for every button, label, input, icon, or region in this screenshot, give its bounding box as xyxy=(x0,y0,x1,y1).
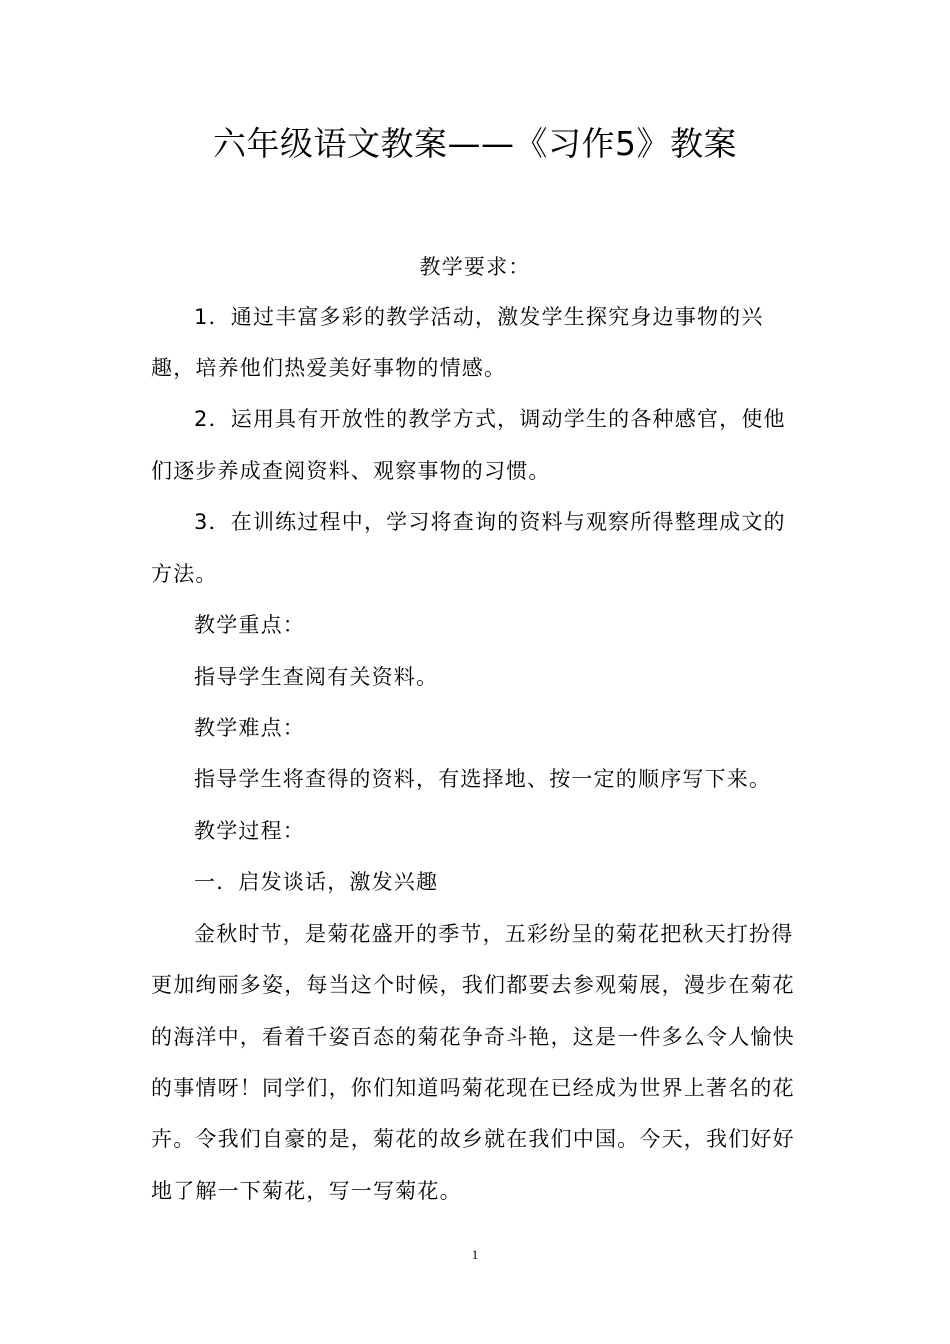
paragraph-line: 金秋时节，是菊花盛开的季节，五彩纷呈的菊花把秋天打扮得 xyxy=(194,922,794,946)
section-heading-process: 教学过程： xyxy=(194,819,305,843)
paragraph-line: 趣，培养他们热爱美好事物的情感。 xyxy=(151,356,507,380)
paragraph-line: 1．通过丰富多彩的教学活动，激发学生探究身边事物的兴 xyxy=(194,305,764,329)
section-heading-requirements: 教学要求： xyxy=(419,255,531,279)
paragraph-line: 3．在训练过程中，学习将查询的资料与观察所得整理成文的 xyxy=(194,510,786,534)
section-heading-key-points: 教学重点： xyxy=(194,613,305,637)
paragraph-line: 2．运用具有开放性的教学方式，调动学生的各种感官，使他 xyxy=(194,407,786,431)
document-title: 六年级语文教案——《习作5》教案 xyxy=(213,124,737,163)
paragraph-line: 的事情呀！同学们，你们知道吗菊花现在已经成为世界上著名的花 xyxy=(151,1076,795,1100)
paragraph-line: 指导学生将查得的资料，有选择地、按一定的顺序写下来。 xyxy=(194,767,772,791)
subsection-heading: 一．启发谈话，激发兴趣 xyxy=(194,870,439,894)
paragraph-line: 的海洋中，看着千姿百态的菊花争奇斗艳，这是一件多么令人愉快 xyxy=(151,1025,795,1049)
page-number: 1 xyxy=(471,1247,479,1262)
section-heading-difficulties: 教学难点： xyxy=(194,716,305,740)
paragraph-line: 卉。令我们自豪的是，菊花的故乡就在我们中国。今天，我们好好 xyxy=(151,1127,795,1151)
paragraph-line: 指导学生查阅有关资料。 xyxy=(194,665,439,689)
paragraph-line: 方法。 xyxy=(151,562,218,586)
paragraph-line: 地了解一下菊花，写一写菊花。 xyxy=(151,1179,462,1203)
paragraph-line: 更加绚丽多姿，每当这个时候，我们都要去参观菊展，漫步在菊花 xyxy=(151,973,795,997)
paragraph-line: 们逐步养成查阅资料、观察事物的习惯。 xyxy=(151,459,551,483)
